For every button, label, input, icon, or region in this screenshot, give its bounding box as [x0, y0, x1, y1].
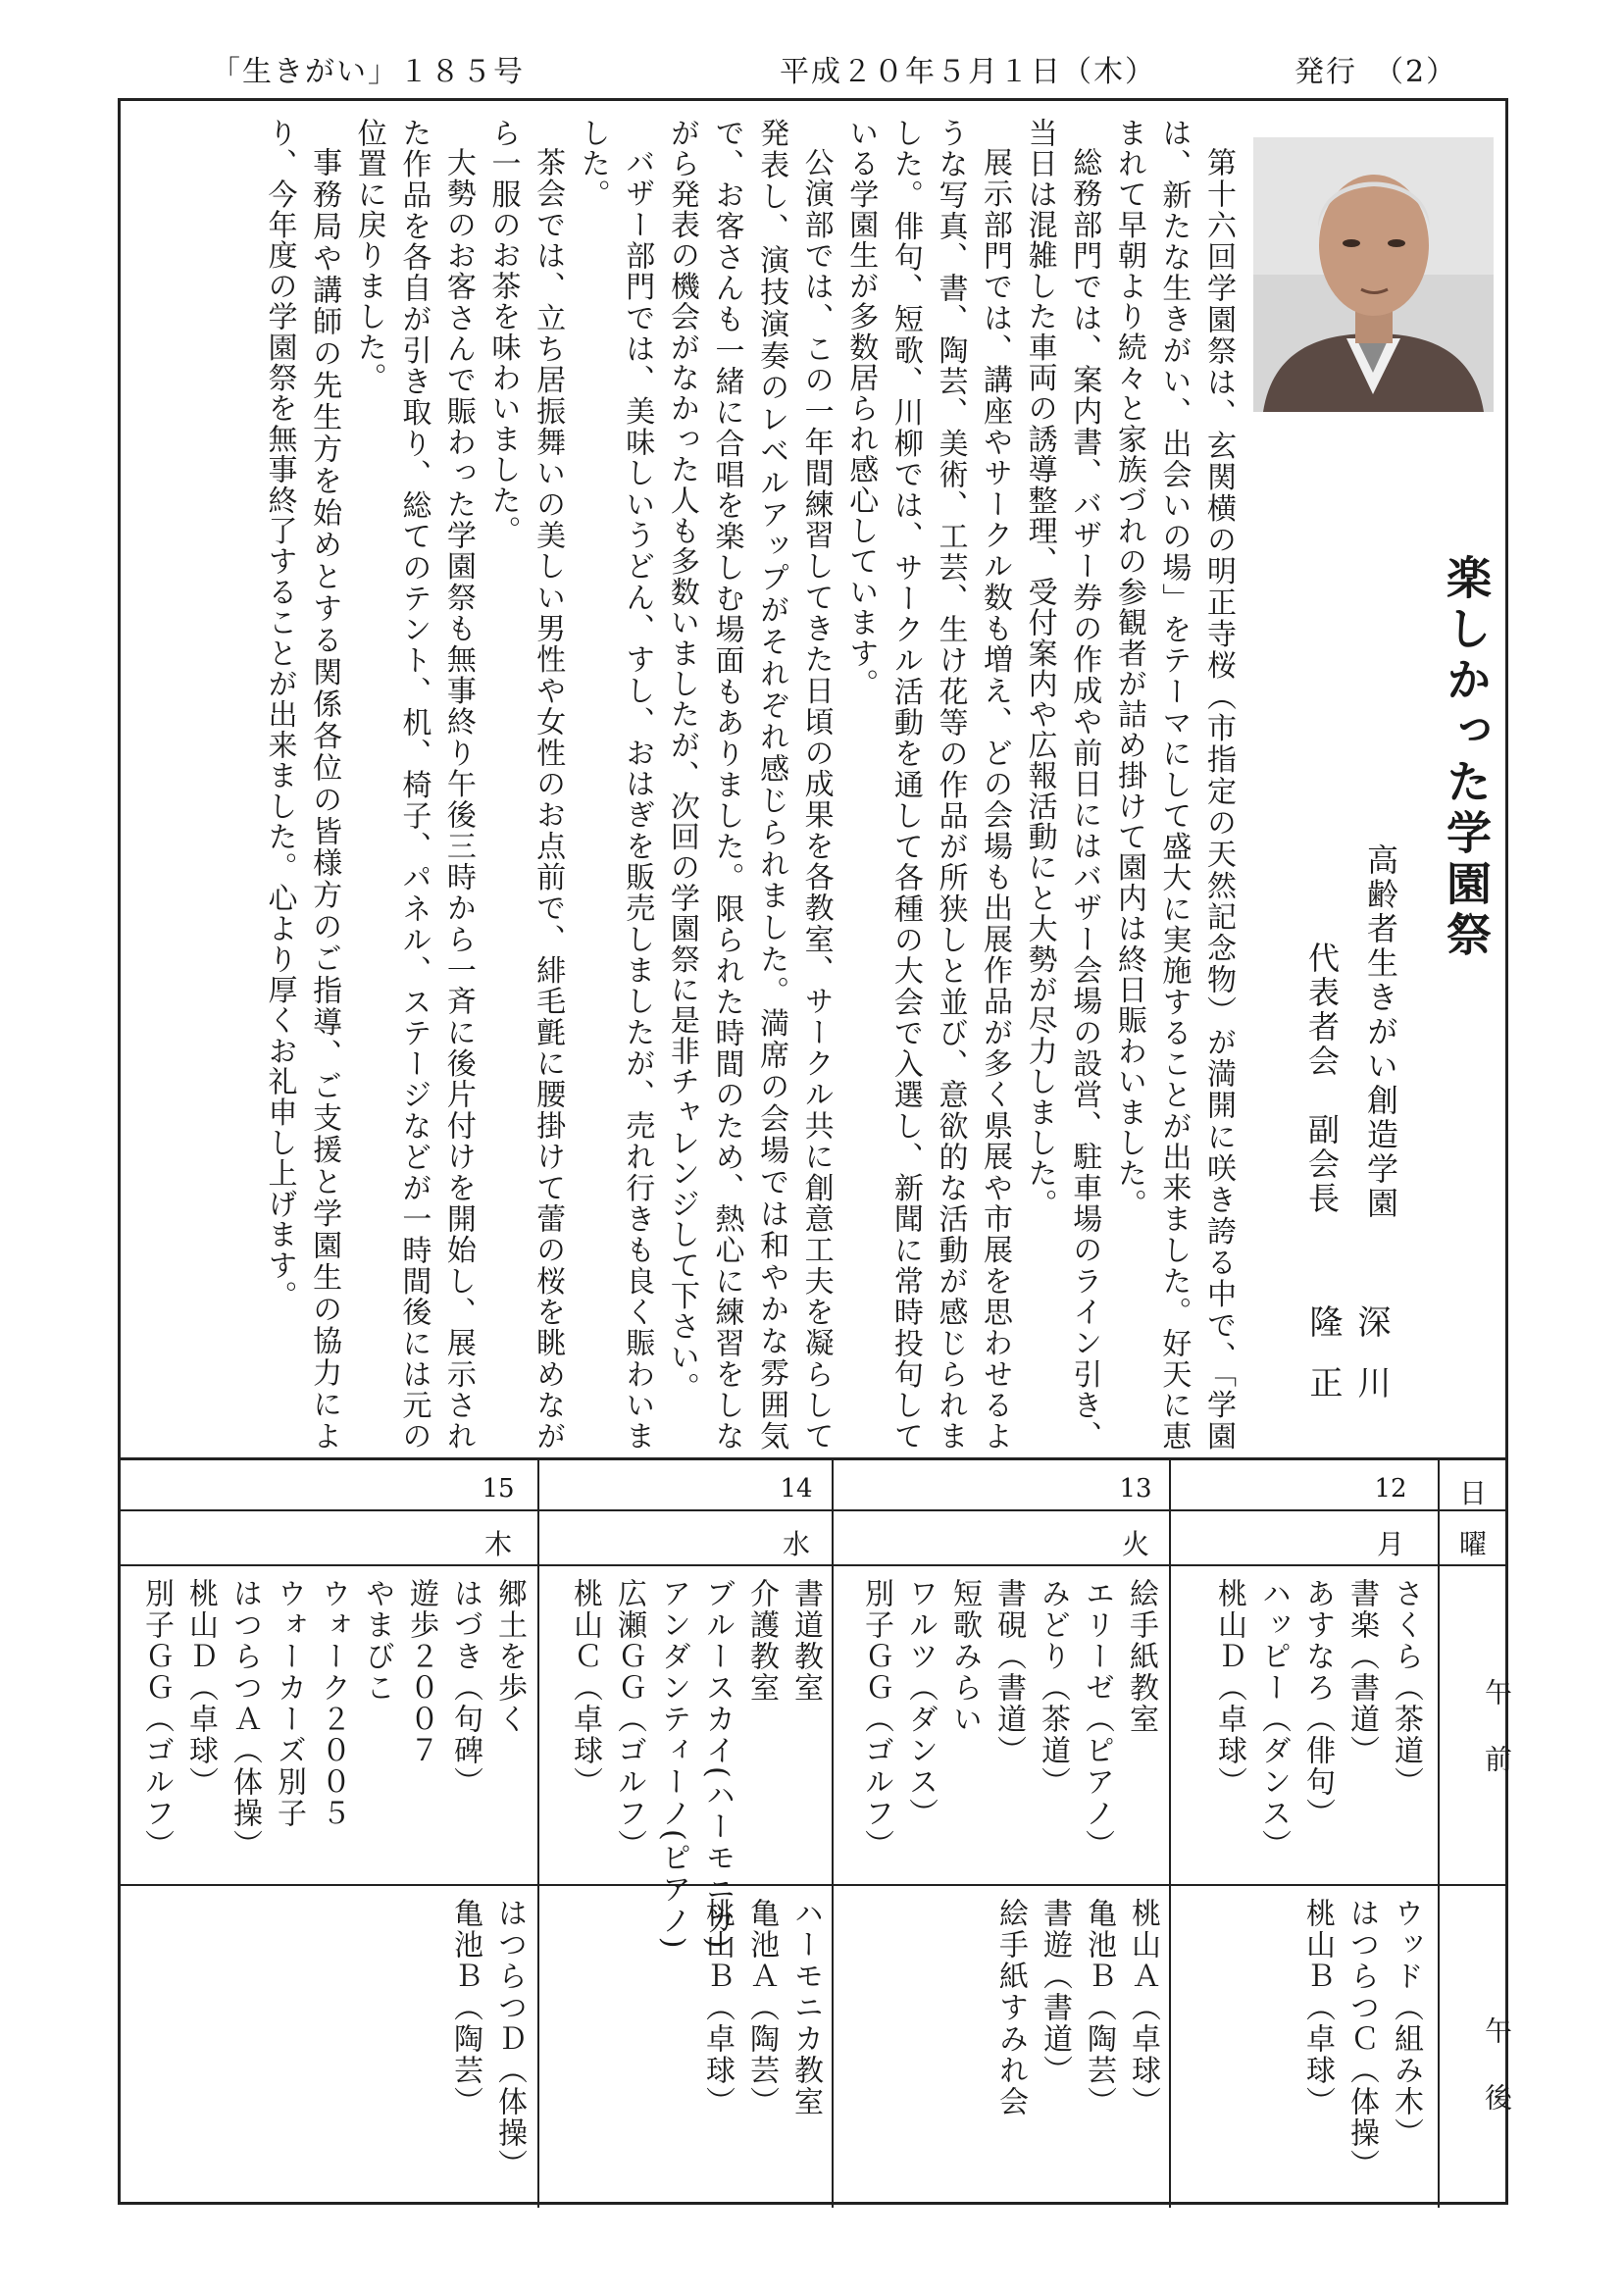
- class-entry: 桃山Ａ（卓球）: [1126, 1898, 1160, 2117]
- article-paragraph: 展示部門では、講座やサークル数も増え、どの会場も出展作品が多く県展や市展を思わせるような写真、書、陶芸、美術、工芸、生け花等の作品が所狭しと並び、意欲的な活動が感じられました。俳句、短歌、川柳では、サークル活動を通して各種の大会で入選し、新聞に常時投句している学園生が多数居られ感心しています。: [843, 118, 1013, 1452]
- class-entry: 郷土を歩く: [492, 1578, 527, 1735]
- class-entry: 桃山Ｃ（卓球）: [568, 1578, 602, 1798]
- class-entry: やまびこ: [360, 1578, 394, 1704]
- author-organization: 高齢者生きがい創造学園: [1362, 843, 1399, 1221]
- class-entry: 桃山Ｂ（卓球）: [1300, 1898, 1335, 2117]
- class-entry: 遊歩２００７: [404, 1578, 438, 1766]
- class-entry: ハッピー（ダンス）: [1256, 1578, 1291, 1861]
- day-header: 日: [1458, 1477, 1487, 1509]
- monday-am-classes: [1183, 1578, 1428, 1877]
- class-entry: 広瀬ＧＧ（ゴルフ）: [612, 1578, 646, 1861]
- page-number: 発行 （2）: [1294, 55, 1458, 89]
- class-entry: 介護教室: [744, 1578, 779, 1704]
- table-divider: [1169, 1460, 1171, 2208]
- table-divider: [1438, 1460, 1440, 2208]
- class-entry: ブルースカイ(ハーモニカ): [700, 1578, 735, 1951]
- class-entry: 書硯（書道）: [991, 1578, 1026, 1766]
- article-paragraph: バザー部門では、美味しいうどん、すし、おはぎを販売しましたが、売れ行きも良く賑わいました。: [575, 118, 655, 1452]
- newsletter-issue: 「生きがい」１８５号: [211, 55, 525, 89]
- table-divider: [537, 1460, 539, 2208]
- class-entry: 書遊（書道）: [1038, 1898, 1072, 2086]
- class-schedule-table: [118, 1457, 1513, 2208]
- day-number: 12: [1374, 1474, 1407, 1504]
- weekday: 水: [782, 1528, 810, 1560]
- class-entry: 絵手紙教室: [1124, 1578, 1158, 1735]
- am-header: 午前: [1481, 1678, 1513, 1811]
- author-photo: [1253, 137, 1494, 412]
- class-entry: 桃山Ｄ（卓球）: [1212, 1578, 1246, 1798]
- article-paragraph: 大勢のお客さんで賑わった学園祭も無事終り午後三時から一斉に後片付けを開始し、展示された作品を各自が引き取り、総てのテント、机、椅子、パネル、ステージなどが一時間後には元の位置に戻りました。: [351, 118, 476, 1452]
- class-entry: 書道教室: [788, 1578, 823, 1704]
- class-entry: はつらつＤ（体操）: [492, 1898, 527, 2180]
- monday-pm-classes: [1281, 1898, 1428, 2197]
- publication-date: 平成２０年５月１日（木）: [780, 55, 1156, 89]
- class-entry: はつらつＣ（体操）: [1345, 1898, 1379, 2180]
- day-number: 15: [482, 1474, 515, 1504]
- class-entry: はつらつＡ（体操）: [228, 1578, 262, 1861]
- article-paragraph: 公演部では、この一年間練習してきた日頃の成果を各教室、サークル共に創意工夫を凝らして発表し、演技演奏のレベルアップがそれぞれ感じられました。満席の会場では和やかな雰囲気で、お客さんも一緒に合唱を楽しむ場面もありました。限られた時間のため、熱心に練習をしながら発表の機会がなかった人も多数いましたが、次回の学園祭に是非チャレンジして下さい。: [664, 118, 834, 1452]
- table-divider: [118, 1509, 1508, 1511]
- class-entry: さくら（茶道）: [1389, 1578, 1423, 1798]
- class-entry: 絵手紙すみれ会: [993, 1898, 1028, 2117]
- class-entry: 書楽（書道）: [1345, 1578, 1379, 1766]
- author-name: 深川隆正: [1303, 1304, 1391, 1426]
- tuesday-am-classes: [839, 1578, 1163, 1877]
- thursday-am-classes: [127, 1578, 532, 1877]
- article-paragraph: 事務局や講師の先生方を始めとする関係各位の皆様方のご指導、ご支援と学園生の協力により、今年度の学園祭を無事終了することが出来ました。心より厚くお礼申し上げます。: [262, 118, 342, 1452]
- day-number: 13: [1119, 1474, 1152, 1504]
- day-number: 14: [780, 1474, 813, 1504]
- class-entry: 桃山Ｄ（卓球）: [183, 1578, 218, 1798]
- class-entry: ウォーク２００５: [316, 1578, 350, 1829]
- class-entry: あすなろ（俳句）: [1300, 1578, 1335, 1829]
- class-entry: アンダンティーノ(ピアノ): [656, 1578, 690, 1951]
- author-role: 代表者会 副会長: [1303, 942, 1341, 1216]
- article-paragraph: 第十六回学園祭は、玄関横の明正寺桜（市指定の天然記念物）が満開に咲き誇る中で、「学園は、新たな生きがい、出会いの場」をテーマにして盛大に実施することが出来ました。好天に恵まれて早朝より続々と家族づれの参観者が詰め掛けて園内は終日賑わいました。: [1111, 118, 1236, 1452]
- table-divider: [118, 1564, 1508, 1566]
- weekday: 月: [1376, 1528, 1404, 1560]
- class-entry: 亀池Ａ（陶芸）: [744, 1898, 779, 2117]
- weekday: 木: [483, 1528, 512, 1560]
- wednesday-pm-classes: [685, 1898, 828, 2197]
- thursday-pm-classes: [428, 1898, 532, 2197]
- wednesday-am-classes: [545, 1578, 828, 1951]
- article-paragraph: 総務部門では、案内書、バザー券の作成や前日にはバザー会場の設営、駐車場のライン引き、当日は混雑した車両の誘導整理、受付案内や広報活動にと大勢が尽力しました。: [1022, 118, 1102, 1452]
- table-divider: [118, 1884, 1508, 1886]
- class-entry: エリーゼ（ピアノ）: [1080, 1578, 1114, 1861]
- class-entry: ワルツ（ダンス）: [903, 1578, 938, 1829]
- class-entry: 亀池Ｂ（陶芸）: [1082, 1898, 1116, 2117]
- class-entry: ウォーカーズ別子: [272, 1578, 306, 1829]
- class-entry: ハーモニカ教室: [788, 1898, 823, 2117]
- article-body: [147, 118, 1241, 1452]
- pm-header: 午後: [1481, 2016, 1513, 2150]
- article-title: 楽しかった学園祭: [1440, 554, 1493, 962]
- class-entry: 別子ＧＧ（ゴルフ）: [859, 1578, 893, 1861]
- class-entry: みどり（茶道）: [1036, 1578, 1070, 1798]
- article-paragraph: 茶会では、立ち居振舞いの美しい男性や女性のお点前で、緋毛氈に腰掛けて蕾の桜を眺めながら一服のお茶を味わいました。: [485, 118, 566, 1452]
- weekday-header: 曜: [1458, 1528, 1487, 1560]
- class-entry: 亀池Ｂ（陶芸）: [448, 1898, 482, 2117]
- tuesday-pm-classes: [979, 1898, 1165, 2197]
- weekday: 火: [1121, 1528, 1149, 1560]
- class-entry: 別子ＧＧ（ゴルフ）: [139, 1578, 174, 1861]
- class-entry: はづき（句碑）: [448, 1578, 482, 1798]
- class-entry: 桃山Ｂ（卓球）: [700, 1898, 735, 2117]
- table-divider: [832, 1460, 834, 2208]
- class-entry: ウッド（組み木）: [1389, 1898, 1423, 2149]
- class-entry: 短歌みらい: [947, 1578, 982, 1735]
